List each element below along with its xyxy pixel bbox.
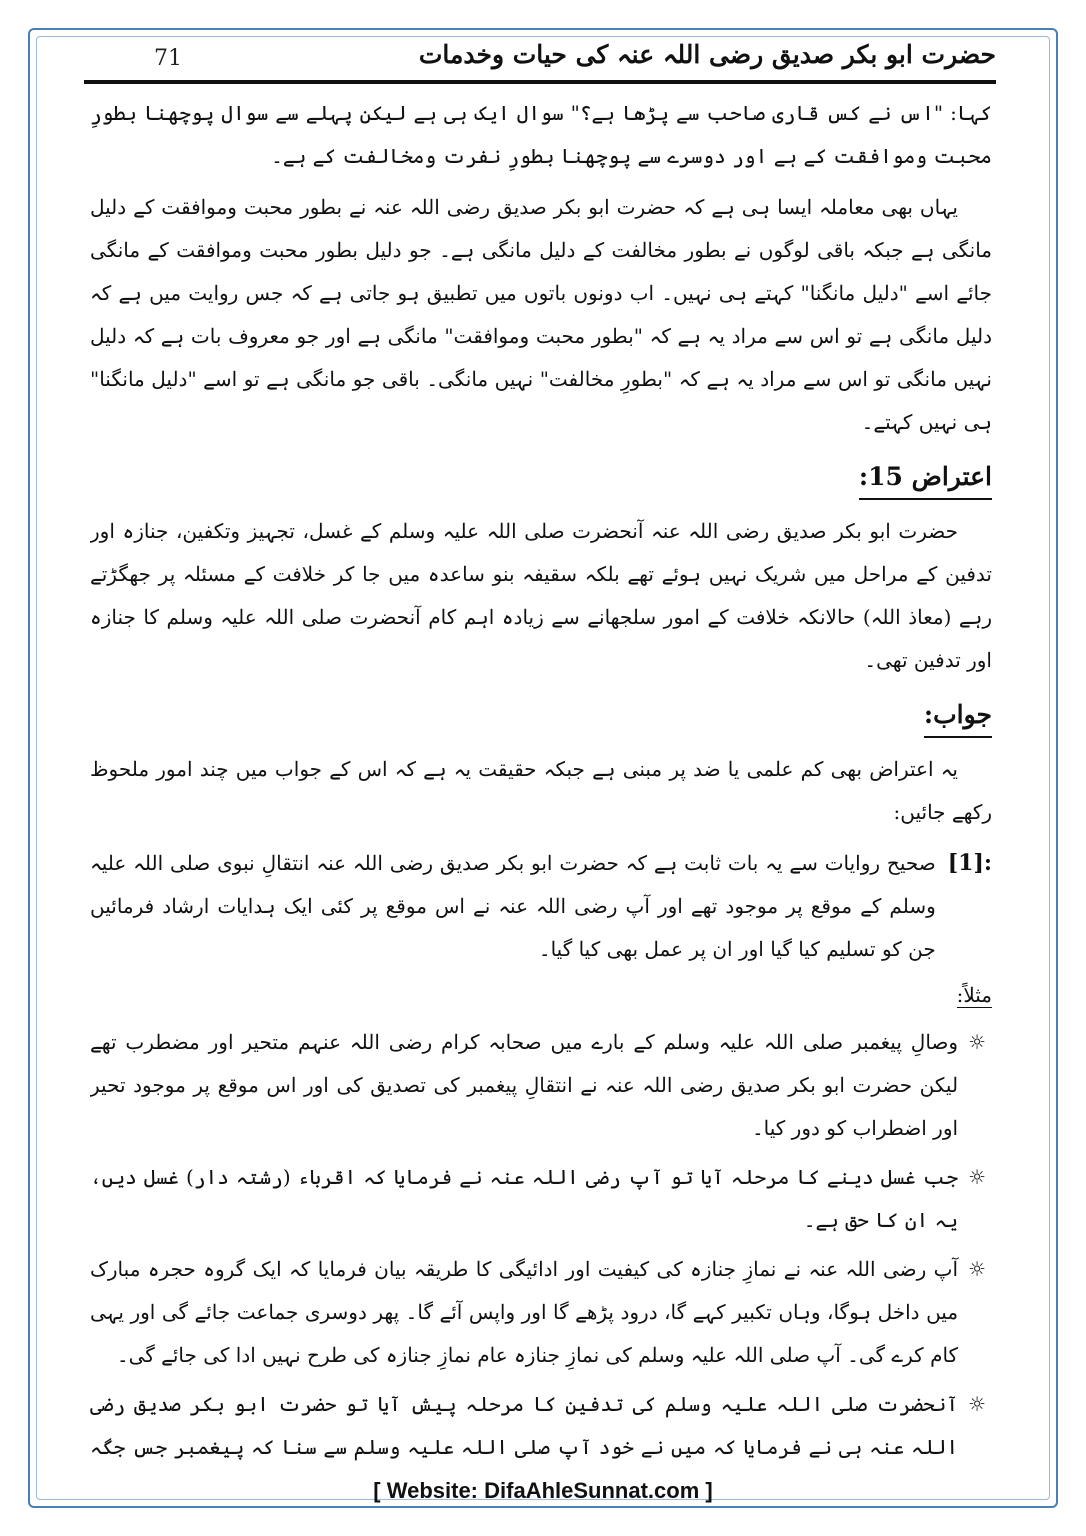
running-title: حضرت ابو بکر صدیق رضی اللہ عنہ کی حیات وخدمات — [418, 40, 996, 69]
point-number: [1]: — [947, 850, 992, 876]
bullet-text: وصالِ پیغمبر صلی اللہ علیہ وسلم کے بارے میں صحابہ کرام رضی اللہ عنہم متحیر اور مضطرب تھے لیکن حضرت ابو بکر صدیق رضی اللہ عنہ نے انتقالِ پیغمبر کی تصدیق کی اور اس موقع پر موجود تحیر اور اضطراب کو دور کیا۔ — [90, 1030, 959, 1140]
heading-objection-15: اعتراض 15: — [859, 458, 992, 500]
list-item — [90, 1248, 992, 1377]
paragraph-answer-intro: یہ اعتراض بھی کم علمی یا ضد پر مبنی ہے جبکہ حقیقت یہ ہے کہ اس کے جواب میں چند امور ملحوظ رکھے جائیں: — [90, 757, 992, 824]
bullet-text: آپ رضی اللہ عنہ نے نمازِ جنازہ کی کیفیت اور ادائیگی کا طریقہ بیان فرمایا کہ ایک گروہ حجرہ مبارک میں داخل ہوگا، وہاں تکبیر کہے گا، درود پڑھے گا اور واپس آئے گا۔ پھر دوسری جماعت جائے گی اور یہی کام کرے گی۔ آپ صلی اللہ علیہ وسلم کی نمازِ جنازہ عام نمازِ جنازہ کی طرح نہیں ادا کی جائے گی۔ — [90, 1257, 959, 1367]
point-1-text: صحیح روایات سے یہ بات ثابت ہے کہ حضرت ابو بکر صدیق رضی اللہ عنہ انتقالِ نبوی صلی اللہ علیہ وسلم کے موقع پر موجود تھے اور آپ رضی اللہ عنہ نے اس موقع پر کئی ایک ہدایات ارشاد فرمائیں جن کو تسلیم کیا گیا اور ان پر عمل بھی کیا گیا۔ — [90, 851, 936, 961]
page-header — [84, 40, 996, 84]
paragraph-objection: حضرت ابو بکر صدیق رضی اللہ عنہ آنحضرت صلی اللہ علیہ وسلم کے غسل، تجہیز وتکفین، جنازہ اور تدفین کے مراحل میں شریک نہیں ہوئے تھے بلکہ سقیفہ بنو ساعدہ میں جا کر خلافت کے مسئلہ پر جھگڑتے رہے (معاذ اللہ) حالانکہ خلافت کے امور سلجھانے سے زیادہ اہم کام آنحضرت صلی اللہ علیہ وسلم کا جنازہ اور تدفین تھی۔ — [90, 519, 992, 672]
numbered-point-1 — [90, 842, 992, 971]
footer-website: [ Website: DifaAhleSunnat.com ] — [373, 1478, 713, 1503]
paragraph-intro: کہا: "اس نے کس قاری صاحب سے پڑھا ہے؟" سوال ایک ہی ہے لیکن پہلے سے سوال پوچھنا بطورِ محبت وموافقت کے ہے اور دوسرے سے پوچھنا بطورِ نفرت ومخالفت کے ہے۔ — [90, 101, 992, 168]
sun-bullet-icon: ☼ — [968, 1257, 986, 1281]
page-content — [90, 92, 992, 1462]
paragraph-explanation: یہاں بھی معاملہ ایسا ہی ہے کہ حضرت ابو بکر صدیق رضی اللہ عنہ نے بطور محبت وموافقت کے دلیل مانگی ہے جبکہ باقی لوگوں نے بطور مخالفت کے دلیل مانگی ہے۔ جو دلیل بطور محبت وموافقت کے مانگی جائے اسے "دلیل مانگنا" کہتے ہی نہیں۔ اب دونوں باتوں میں تطبیق ہو جاتی ہے کہ جس روایت میں ہے کہ دلیل مانگی ہے تو اس سے مراد یہ ہے کہ "بطور محبت وموافقت" مانگی ہے اور جو معروف بات ہے کہ دلیل نہیں مانگی تو اس سے مراد یہ ہے کہ "بطورِ مخالفت" نہیں مانگی۔ باقی جو مانگی ہے تو اسے "دلیل مانگنا" ہی نہیں کہتے۔ — [90, 195, 992, 434]
heading-answer: جواب: — [924, 696, 992, 738]
sun-bullet-icon: ☼ — [968, 1392, 986, 1416]
list-item — [90, 1156, 992, 1242]
header-rule — [84, 80, 996, 84]
sun-bullet-icon: ☼ — [968, 1030, 986, 1054]
bullet-text: جب غسل دینے کا مرحلہ آیا تو آپ رضی اللہ عنہ نے فرمایا کہ اقرباء (رشتہ دار) غسل دیں، یہ ان کا حق ہے۔ — [90, 1165, 959, 1232]
example-label: مثلاً: — [956, 983, 992, 1007]
bullet-text: آنحضرت صلی اللہ علیہ وسلم کی تدفین کا مرحلہ پیش آیا تو حضرت ابو بکر صدیق رضی اللہ عنہ ہی نے فرمایا کہ میں نے خود آپ صلی اللہ علیہ وسلم سے سنا کہ پیغمبر جس جگہ — [90, 1392, 959, 1459]
list-item — [90, 1021, 992, 1150]
page-number: 71 — [154, 46, 182, 71]
list-item — [90, 1383, 992, 1462]
sun-bullet-icon: ☼ — [968, 1165, 986, 1189]
